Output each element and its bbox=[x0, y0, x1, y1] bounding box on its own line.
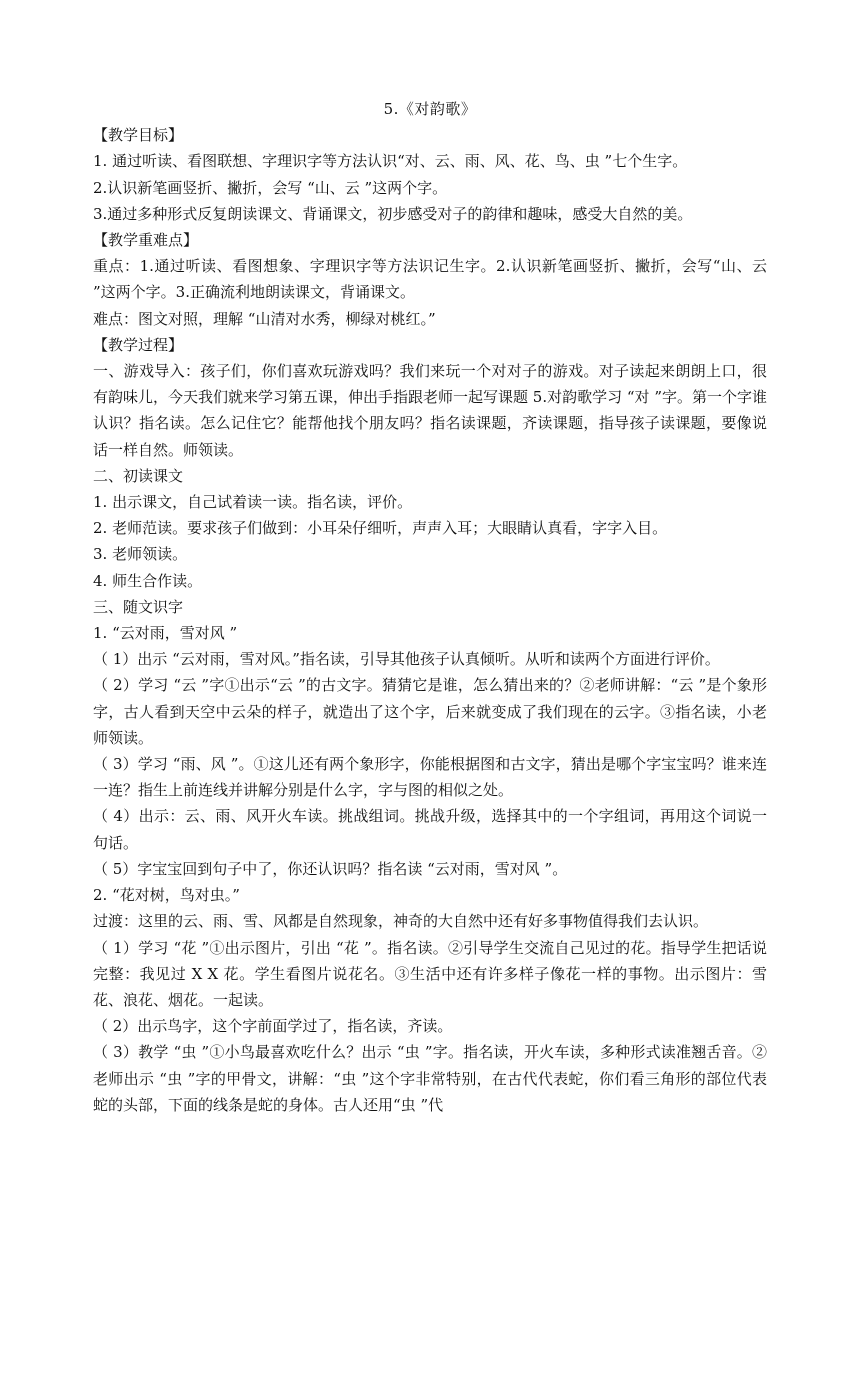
document-body bbox=[93, 96, 767, 1118]
couplet-1-step-5: （ 5）字宝宝回到句子中了，你还认识吗？指名读 “云对雨，雪对风 ”。 bbox=[93, 859, 568, 878]
couplet-2-step-1: （ 1）学习 “花 ”①出示图片，引出 “花 ”。指名读。②引导学生交流自己见过的花。指导学生把话说完整：我见过 X X 花。学生看图片说花名。③生活中还有许多样子像花一样的事物。出示图片：雪花、浪花、烟花。一起读。 bbox=[93, 938, 767, 1009]
process-intro-paragraph: 一、游戏导入：孩子们，你们喜欢玩游戏吗？我们来玩一个对对子的游戏。对子读起来朗朗上口，很有韵味儿，今天我们就来学习第五课，伸出手指跟老师一起写课题 5.对韵歌学习 “对 ”字。第一个字谁认识？指名读。怎么记住它？能帮他找个朋友吗？指名读课题，齐读课题，指导孩子读课题，要像说话一样自然。师领读。 bbox=[93, 362, 767, 459]
section-heading-key-points: 【教学重难点】 bbox=[93, 231, 199, 250]
couplet-2-step-3: （ 3）教学 “虫 ”①小鸟最喜欢吃什么？出示 “虫 ”字。指名读，开火车读，多种形式读准翘舌音。②老师出示 “虫 ”字的甲骨文，讲解：“虫 ”这个字非常特别，在古代代表蛇，你们看三角形的部位代表蛇的头部，下面的线条是蛇的身体。古人还用“虫 ”代 bbox=[93, 1043, 767, 1114]
objective-2: 2.认识新笔画竖折、撇折，会写 “山、云 ”这两个字。 bbox=[93, 178, 448, 197]
couplet-1-heading: 1. “云对雨，雪对风 ” bbox=[93, 624, 238, 643]
section-heading-process: 【教学过程】 bbox=[93, 335, 184, 354]
reading-step-1: 1. 出示课文，自己试着读一读。指名读，评价。 bbox=[93, 493, 413, 512]
couplet-1-step-3: （ 3）学习 “雨、风 ”。①这儿还有两个象形字，你能根据图和古文字，猜出是哪个字宝宝吗？谁来连一连？指生上前连线并讲解分别是什么字，字与图的相似之处。 bbox=[93, 755, 767, 800]
document-title: 5.《对韵歌》 bbox=[383, 100, 477, 118]
couplet-1-step-4: （ 4）出示：云、雨、风开火车读。挑战组词。挑战升级，选择其中的一个字组词，再用这个词说一句话。 bbox=[93, 807, 767, 852]
couplet-2-step-2: （ 2）出示鸟字，这个字前面学过了，指名读，齐读。 bbox=[93, 1017, 453, 1036]
subheading-character-learning: 三、随文识字 bbox=[93, 597, 184, 616]
couplet-1-step-1: （ 1）出示 “云对雨，雪对风。”指名读，引导其他孩子认真倾听。从听和读两个方面进行评价。 bbox=[93, 650, 720, 669]
couplet-1-step-2: （ 2）学习 “云 ”字①出示“云 ”的古文字。猜猜它是谁，怎么猜出来的？②老师讲解：“云 ”是个象形字，古人看到天空中云朵的样子，就造出了这个字，后来就变成了我们现在的云字。③指名读，小老师领读。 bbox=[93, 676, 767, 747]
difficult-points-text: 难点：图文对照，理解 “山清对水秀，柳绿对桃红。” bbox=[93, 309, 436, 328]
reading-step-4: 4. 师生合作读。 bbox=[93, 571, 203, 590]
objective-3: 3.通过多种形式反复朗读课文、背诵课文，初步感受对子的韵律和趣味，感受大自然的美。 bbox=[93, 204, 693, 223]
reading-step-2: 2. 老师范读。要求孩子们做到：小耳朵仔细听，声声入耳；大眼睛认真看，字字入目。 bbox=[93, 519, 668, 538]
section-heading-objectives: 【教学目标】 bbox=[93, 126, 184, 145]
key-points-text: 重点：1.通过听读、看图想象、字理识字等方法识记生字。2.认识新笔画竖折、撇折，会写“山、云 ”这两个字。3.正确流利地朗读课文，背诵课文。 bbox=[93, 257, 767, 302]
subheading-first-reading: 二、初读课文 bbox=[93, 466, 184, 485]
transition-paragraph: 过渡：这里的云、雨、雪、风都是自然现象，神奇的大自然中还有好多事物值得我们去认识。 bbox=[93, 912, 709, 931]
reading-step-3: 3. 老师领读。 bbox=[93, 545, 188, 564]
objective-1: 1. 通过听读、看图联想、字理识字等方法认识“对、云、雨、风、花、鸟、虫 ”七个生字。 bbox=[93, 152, 688, 171]
couplet-2-heading: 2. “花对树，鸟对虫。” bbox=[93, 886, 240, 905]
